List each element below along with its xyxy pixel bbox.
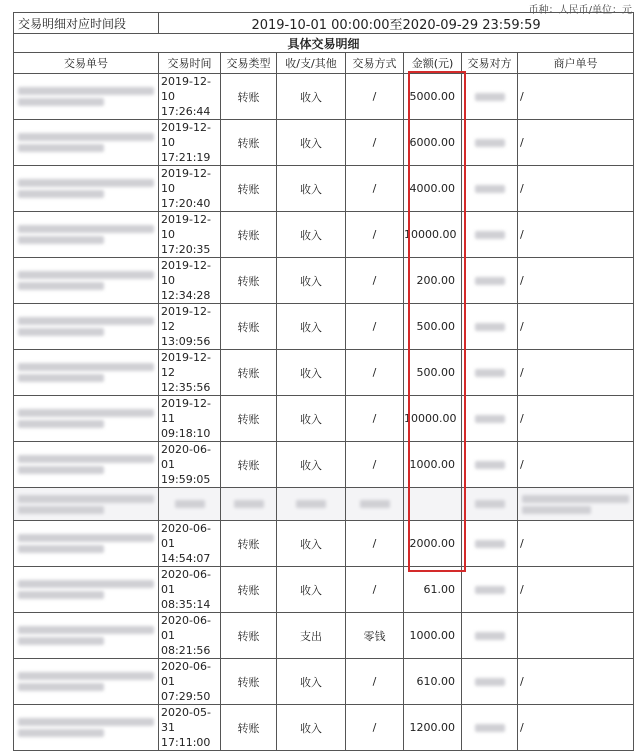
direction-cell: 收入 xyxy=(277,521,346,567)
counterparty-cell xyxy=(462,521,518,567)
redacted-block xyxy=(475,461,505,469)
table-row xyxy=(14,567,634,613)
column-header: 交易单号 xyxy=(14,53,159,74)
column-header: 商户单号 xyxy=(518,53,634,74)
period-value: 2019-10-01 00:00:00至2020-09-29 23:59:59 xyxy=(159,13,634,34)
redacted-block xyxy=(18,495,154,503)
transaction-date: 2019-12-10 xyxy=(161,167,211,195)
transaction-clock-time: 19:59:05 xyxy=(161,473,211,486)
transaction-id-cell xyxy=(14,166,159,212)
method-cell: / xyxy=(346,258,404,304)
redacted-block xyxy=(18,506,104,514)
transaction-id-cell xyxy=(14,350,159,396)
transaction-clock-time: 17:11:00 xyxy=(161,736,211,749)
table-row xyxy=(14,304,634,350)
counterparty-cell xyxy=(462,304,518,350)
amount-cell: 2000.00 xyxy=(404,521,462,567)
column-header-row xyxy=(14,53,634,74)
redacted-block xyxy=(18,455,154,463)
redacted-block xyxy=(522,495,629,503)
transaction-type-cell: 转账 xyxy=(221,350,277,396)
merchant-id-cell: / xyxy=(518,396,634,442)
transaction-date: 2019-12-10 xyxy=(161,75,211,103)
transaction-date: 2019-12-10 xyxy=(161,259,211,287)
transaction-time-cell xyxy=(159,705,221,751)
redacted-cell xyxy=(14,488,159,521)
amount-cell xyxy=(404,488,462,521)
transaction-time-cell xyxy=(159,659,221,705)
direction-cell: 收入 xyxy=(277,212,346,258)
amount-cell: 500.00 xyxy=(404,350,462,396)
transaction-time-cell xyxy=(159,166,221,212)
amount-cell: 5000.00 xyxy=(404,74,462,120)
transaction-time-cell xyxy=(159,350,221,396)
redacted-block xyxy=(296,500,326,508)
redacted-block xyxy=(18,144,104,152)
transaction-date: 2020-05-31 xyxy=(161,706,211,734)
redacted-block xyxy=(18,317,154,325)
transaction-clock-time: 17:20:40 xyxy=(161,197,211,210)
counterparty-cell xyxy=(462,258,518,304)
transaction-date: 2019-12-12 xyxy=(161,351,211,379)
transaction-type-cell: 转账 xyxy=(221,74,277,120)
redacted-block xyxy=(522,506,591,514)
method-cell: / xyxy=(346,567,404,613)
redacted-block xyxy=(18,591,104,599)
redacted-block xyxy=(175,500,205,508)
transaction-table xyxy=(13,12,634,751)
method-cell: / xyxy=(346,350,404,396)
redacted-block xyxy=(18,534,154,542)
redacted-block xyxy=(18,271,154,279)
redacted-block xyxy=(18,637,104,645)
table-row xyxy=(14,659,634,705)
section-title-row xyxy=(14,34,634,53)
redacted-block xyxy=(18,729,104,737)
method-cell: / xyxy=(346,442,404,488)
table-row xyxy=(14,212,634,258)
redacted-block xyxy=(18,466,104,474)
amount-cell: 1000.00 xyxy=(404,613,462,659)
redacted-block xyxy=(18,179,154,187)
transaction-clock-time: 17:21:19 xyxy=(161,151,211,164)
transaction-date: 2020-06-01 xyxy=(161,443,211,471)
method-cell: / xyxy=(346,659,404,705)
redacted-cell xyxy=(346,488,404,521)
redacted-block xyxy=(18,545,104,553)
merchant-id-cell: / xyxy=(518,705,634,751)
transaction-id-cell xyxy=(14,74,159,120)
redacted-block xyxy=(18,133,154,141)
transaction-type-cell: 转账 xyxy=(221,166,277,212)
merchant-id-cell: / xyxy=(518,521,634,567)
transaction-clock-time: 08:35:14 xyxy=(161,598,211,611)
redacted-block xyxy=(475,586,505,594)
transaction-date: 2020-06-01 xyxy=(161,614,211,642)
redacted-block xyxy=(475,93,505,101)
transaction-type-cell: 转账 xyxy=(221,258,277,304)
counterparty-cell xyxy=(462,74,518,120)
redacted-block xyxy=(18,420,104,428)
column-header: 收/支/其他 xyxy=(277,53,346,74)
table-row xyxy=(14,396,634,442)
amount-cell: 500.00 xyxy=(404,304,462,350)
redacted-block xyxy=(475,500,505,508)
column-header: 交易类型 xyxy=(221,53,277,74)
transaction-id-cell xyxy=(14,304,159,350)
counterparty-cell xyxy=(462,396,518,442)
redacted-block xyxy=(475,540,505,548)
redacted-block xyxy=(475,139,505,147)
method-cell: / xyxy=(346,705,404,751)
table-row xyxy=(14,613,634,659)
transaction-date: 2020-06-01 xyxy=(161,568,211,596)
amount-cell: 1000.00 xyxy=(404,442,462,488)
merchant-id-cell: / xyxy=(518,212,634,258)
merchant-id-cell: / xyxy=(518,258,634,304)
redacted-cell xyxy=(518,488,634,521)
counterparty-cell xyxy=(462,212,518,258)
redacted-block xyxy=(18,683,104,691)
column-header: 交易时间 xyxy=(159,53,221,74)
merchant-id-cell: / xyxy=(518,304,634,350)
column-header: 交易对方 xyxy=(462,53,518,74)
transaction-type-cell: 转账 xyxy=(221,212,277,258)
transaction-time-cell xyxy=(159,442,221,488)
table-row xyxy=(14,350,634,396)
transaction-id-cell xyxy=(14,120,159,166)
method-cell: / xyxy=(346,521,404,567)
transaction-time-cell xyxy=(159,567,221,613)
direction-cell: 收入 xyxy=(277,705,346,751)
table-row xyxy=(14,521,634,567)
direction-cell: 支出 xyxy=(277,613,346,659)
redacted-block xyxy=(18,626,154,634)
counterparty-cell xyxy=(462,120,518,166)
redacted-cell xyxy=(462,488,518,521)
redacted-block xyxy=(18,328,104,336)
transaction-type-cell: 转账 xyxy=(221,120,277,166)
counterparty-cell xyxy=(462,567,518,613)
transaction-clock-time: 07:29:50 xyxy=(161,690,211,703)
transaction-id-cell xyxy=(14,212,159,258)
method-cell: 零钱 xyxy=(346,613,404,659)
transaction-id-cell xyxy=(14,442,159,488)
counterparty-cell xyxy=(462,705,518,751)
redacted-block xyxy=(18,87,154,95)
transaction-date: 2019-12-12 xyxy=(161,305,211,333)
method-cell: / xyxy=(346,212,404,258)
transaction-time-cell xyxy=(159,613,221,659)
transaction-clock-time: 13:09:56 xyxy=(161,335,211,348)
transaction-id-cell xyxy=(14,258,159,304)
transaction-type-cell: 转账 xyxy=(221,521,277,567)
direction-cell: 收入 xyxy=(277,567,346,613)
column-header: 交易方式 xyxy=(346,53,404,74)
counterparty-cell xyxy=(462,442,518,488)
direction-cell: 收入 xyxy=(277,396,346,442)
redacted-block xyxy=(18,718,154,726)
redacted-block xyxy=(360,500,390,508)
transaction-type-cell: 转账 xyxy=(221,442,277,488)
redacted-block xyxy=(18,282,104,290)
amount-cell: 1200.00 xyxy=(404,705,462,751)
redacted-block xyxy=(18,672,154,680)
redacted-block xyxy=(475,277,505,285)
transaction-time-cell xyxy=(159,521,221,567)
transaction-id-cell xyxy=(14,396,159,442)
method-cell: / xyxy=(346,396,404,442)
redacted-cell xyxy=(221,488,277,521)
period-label: 交易明细对应时间段 xyxy=(14,13,159,34)
redacted-block xyxy=(18,225,154,233)
transaction-date: 2020-06-01 xyxy=(161,660,211,688)
counterparty-cell xyxy=(462,613,518,659)
redacted-block xyxy=(18,98,104,106)
transaction-date: 2019-12-10 xyxy=(161,121,211,149)
counterparty-cell xyxy=(462,166,518,212)
transaction-clock-time: 12:35:56 xyxy=(161,381,211,394)
transaction-time-cell xyxy=(159,120,221,166)
amount-cell: 10000.00 xyxy=(404,396,462,442)
counterparty-cell xyxy=(462,350,518,396)
redacted-block xyxy=(18,363,154,371)
redacted-block xyxy=(475,632,505,640)
amount-cell: 6000.00 xyxy=(404,120,462,166)
transaction-id-cell xyxy=(14,567,159,613)
amount-cell: 610.00 xyxy=(404,659,462,705)
transaction-id-cell xyxy=(14,613,159,659)
transaction-type-cell: 转账 xyxy=(221,567,277,613)
transaction-time-cell xyxy=(159,258,221,304)
amount-cell: 200.00 xyxy=(404,258,462,304)
transaction-time-cell xyxy=(159,74,221,120)
transaction-date: 2019-12-11 xyxy=(161,397,211,425)
direction-cell: 收入 xyxy=(277,166,346,212)
redacted-block xyxy=(475,724,505,732)
merchant-id-cell: / xyxy=(518,442,634,488)
table-row xyxy=(14,705,634,751)
table-row xyxy=(14,120,634,166)
transaction-type-cell: 转账 xyxy=(221,705,277,751)
transaction-type-cell: 转账 xyxy=(221,659,277,705)
redacted-block xyxy=(18,190,104,198)
amount-cell: 10000.00 xyxy=(404,212,462,258)
direction-cell: 收入 xyxy=(277,304,346,350)
amount-cell: 61.00 xyxy=(404,567,462,613)
transaction-clock-time: 09:18:10 xyxy=(161,427,211,440)
merchant-id-cell: / xyxy=(518,659,634,705)
direction-cell: 收入 xyxy=(277,258,346,304)
transaction-type-cell: 转账 xyxy=(221,396,277,442)
direction-cell: 收入 xyxy=(277,74,346,120)
transaction-id-cell xyxy=(14,659,159,705)
transaction-type-cell: 转账 xyxy=(221,613,277,659)
transaction-id-cell xyxy=(14,521,159,567)
redacted-block xyxy=(18,236,104,244)
redacted-cell xyxy=(159,488,221,521)
transaction-clock-time: 17:20:35 xyxy=(161,243,211,256)
merchant-id-cell xyxy=(518,613,634,659)
transaction-clock-time: 08:21:56 xyxy=(161,644,211,657)
currency-note: 币种：人民币/单位：元 xyxy=(528,5,632,16)
transaction-time-cell xyxy=(159,212,221,258)
amount-cell: 4000.00 xyxy=(404,166,462,212)
transaction-clock-time: 12:34:28 xyxy=(161,289,211,302)
direction-cell: 收入 xyxy=(277,350,346,396)
table-row xyxy=(14,166,634,212)
transaction-id-cell xyxy=(14,705,159,751)
section-title: 具体交易明细 xyxy=(14,34,634,53)
direction-cell: 收入 xyxy=(277,442,346,488)
redacted-block xyxy=(475,415,505,423)
transaction-time-cell xyxy=(159,396,221,442)
merchant-id-cell: / xyxy=(518,567,634,613)
redacted-block xyxy=(18,374,104,382)
method-cell: / xyxy=(346,166,404,212)
merchant-id-cell: / xyxy=(518,120,634,166)
redacted-block xyxy=(18,409,154,417)
transaction-clock-time: 14:54:07 xyxy=(161,552,211,565)
redacted-block xyxy=(475,369,505,377)
transaction-date: 2020-06-01 xyxy=(161,522,211,550)
column-header: 金额(元) xyxy=(404,53,462,74)
method-cell: / xyxy=(346,120,404,166)
table-row xyxy=(14,258,634,304)
transaction-clock-time: 17:26:44 xyxy=(161,105,211,118)
direction-cell: 收入 xyxy=(277,659,346,705)
redacted-cell xyxy=(277,488,346,521)
method-cell: / xyxy=(346,74,404,120)
transaction-time-cell xyxy=(159,304,221,350)
counterparty-cell xyxy=(462,659,518,705)
direction-cell: 收入 xyxy=(277,120,346,166)
period-row xyxy=(14,13,634,34)
merchant-id-cell: / xyxy=(518,166,634,212)
transaction-date: 2019-12-10 xyxy=(161,213,211,241)
table-row xyxy=(14,74,634,120)
redacted-block xyxy=(475,185,505,193)
table-row xyxy=(14,488,634,521)
method-cell: / xyxy=(346,304,404,350)
merchant-id-cell: / xyxy=(518,74,634,120)
merchant-id-cell: / xyxy=(518,350,634,396)
redacted-block xyxy=(475,231,505,239)
redacted-block xyxy=(234,500,264,508)
redacted-block xyxy=(475,323,505,331)
table-row xyxy=(14,442,634,488)
redacted-block xyxy=(475,678,505,686)
redacted-block xyxy=(18,580,154,588)
transaction-type-cell: 转账 xyxy=(221,304,277,350)
